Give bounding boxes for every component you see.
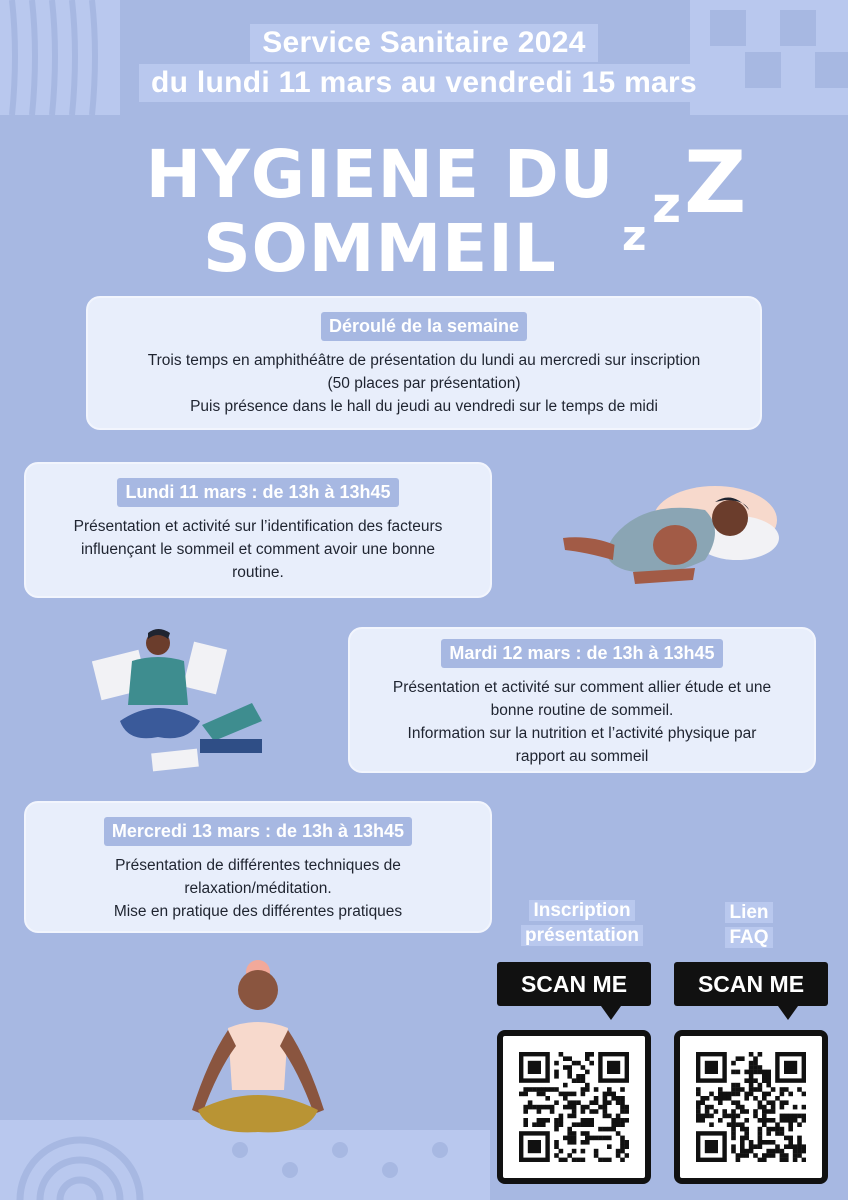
monday-heading: Lundi 11 mars : de 13h à 13h45 — [117, 478, 398, 507]
week-overview-line: Trois temps en amphithéâtre de présentation du lundi au mercredi sur inscription — [147, 352, 701, 369]
qr-code-registration[interactable] — [497, 1030, 651, 1184]
qr-label-faq — [712, 900, 786, 950]
week-overview-line: (50 places par présentation) — [327, 375, 521, 392]
page-title — [100, 138, 660, 286]
wednesday-heading: Mercredi 13 mars : de 13h à 13h45 — [104, 817, 412, 846]
qr-label-registration — [508, 898, 656, 948]
zzz-icon — [618, 140, 758, 260]
qr-code-pattern — [519, 1052, 629, 1162]
monday-line: Présentation et activité sur l’identification des facteurs — [73, 518, 443, 535]
page-title-line-1: HYGIENE DU — [145, 136, 615, 213]
week-overview-line: Puis présence dans le hall du jeudi au vendredi sur le temps de midi — [190, 398, 658, 415]
tuesday-line: Information sur la nutrition et l’activité physique par — [407, 725, 757, 742]
tuesday-line: Présentation et activité sur comment allier étude et une — [392, 679, 772, 696]
tuesday-card — [348, 627, 816, 773]
scan-me-button-registration[interactable]: SCAN ME — [497, 962, 651, 1006]
header-dates-title: Service Sanitaire 2024 — [250, 24, 598, 62]
week-overview-heading: Déroulé de la semaine — [321, 312, 527, 341]
meditating-person-illustration — [178, 960, 338, 1140]
page-title-line-2: SOMMEIL — [203, 210, 557, 287]
header-line-2 — [0, 64, 848, 102]
scan-me-button-faq[interactable]: SCAN ME — [674, 962, 828, 1006]
monday-line: influençant le sommeil et comment avoir une bonne — [80, 541, 436, 558]
sleeping-person-illustration — [555, 480, 780, 590]
qr-label-faq-line-2: FAQ — [725, 927, 772, 948]
week-overview-card — [86, 296, 762, 430]
wednesday-line: Présentation de différentes techniques de — [115, 857, 401, 874]
svg-text:Z: Z — [684, 140, 747, 233]
monday-line: routine. — [232, 564, 284, 581]
qr-label-registration-line-1: Inscription — [529, 900, 634, 921]
wednesday-card — [24, 801, 492, 933]
qr-code-faq[interactable] — [674, 1030, 828, 1184]
wednesday-line: Mise en pratique des différentes pratiques — [113, 903, 403, 920]
wednesday-line: relaxation/méditation. — [184, 880, 332, 897]
qr-label-faq-line-1: Lien — [725, 902, 772, 923]
studying-person-illustration — [92, 625, 272, 775]
tuesday-line: bonne routine de sommeil. — [490, 702, 674, 719]
tuesday-line: rapport au sommeil — [515, 748, 649, 765]
qr-code-pattern — [696, 1052, 806, 1162]
header-dates-range: du lundi 11 mars au vendredi 15 mars — [139, 64, 709, 102]
header-line-1 — [0, 24, 848, 62]
tuesday-heading: Mardi 12 mars : de 13h à 13h45 — [441, 639, 722, 668]
svg-text:z: z — [622, 211, 647, 260]
svg-text:z: z — [652, 176, 682, 234]
monday-card — [24, 462, 492, 598]
qr-label-registration-line-2: présentation — [521, 925, 643, 946]
